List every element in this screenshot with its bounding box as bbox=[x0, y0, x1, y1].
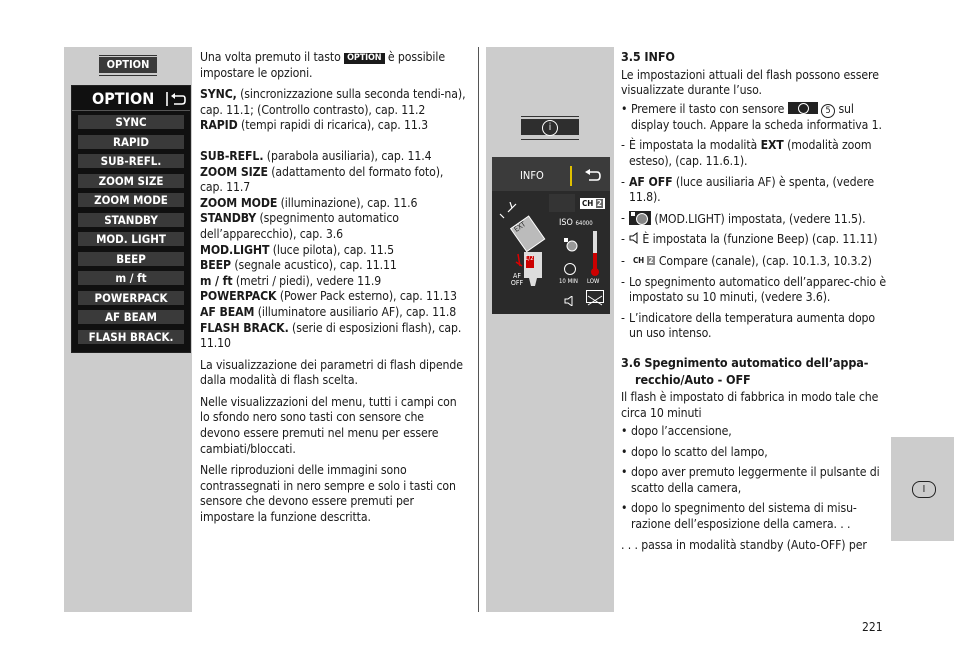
menu-item[interactable]: SYNC bbox=[78, 115, 184, 129]
info-screen-title: INFO bbox=[520, 169, 544, 182]
menu-item[interactable]: ZOOM SIZE bbox=[78, 174, 184, 188]
channel-icon: CH 2 bbox=[633, 255, 654, 265]
section-heading-3-5: 3.5 INFO bbox=[621, 49, 675, 64]
option-entry: SYNC, (sincronizzazione sulla seconda tendi-na), cap. 11.1; (Controllo contrasto), cap. 11.2 bbox=[200, 87, 466, 117]
column-1 bbox=[200, 50, 466, 532]
menu-item[interactable]: BEEP bbox=[78, 252, 184, 266]
menu-item[interactable]: ZOOM MODE bbox=[78, 193, 184, 207]
intro-paragraph: Una volta premuto il tasto OPTION è possibile impostare le opzioni. bbox=[200, 50, 445, 80]
mod-light-icon bbox=[564, 237, 578, 251]
option-menu-title: OPTION bbox=[92, 89, 155, 108]
menu-item[interactable]: m / ft bbox=[78, 271, 184, 285]
low-label: LOW bbox=[587, 278, 600, 285]
bullet-after-metering: • dopo lo spegnimento del sistema di misu-razione dell’esposizione della camera. . . bbox=[621, 501, 857, 532]
back-icon[interactable] bbox=[165, 90, 187, 108]
standby-continuation: . . . passa in modalità standby (Auto-OFF) per bbox=[621, 537, 867, 552]
info-sensor-key-icon bbox=[788, 102, 818, 114]
option-entry: SUB-REFL. (parabola ausiliaria), cap. 11.4 bbox=[200, 148, 432, 163]
column-2 bbox=[621, 49, 887, 559]
bullet-press-info: • Premere il tasto con sensore 5 sul display touch. Appare la scheda informativa 1. bbox=[621, 101, 882, 132]
option-entry: RAPID (tempi rapidi di ricarica), cap. 11.3 bbox=[200, 118, 428, 133]
af-off-label: AF OFF bbox=[510, 272, 524, 287]
dash-standby: - Lo spegnimento automatico dell’apparec-chio è impostato su 10 minuti, (vedere 3.6). bbox=[621, 274, 887, 305]
speaker-icon bbox=[629, 232, 639, 249]
bullet-after-power-on: • dopo l’accensione, bbox=[621, 424, 732, 439]
dash-beep: - È impostata la (funzione Beep) (cap. 11.11) bbox=[621, 232, 887, 249]
menu-item[interactable]: RAPID bbox=[78, 135, 184, 149]
option-entry: m / ft (metri / piedi), vedere 11.9 bbox=[200, 273, 382, 288]
channel-badge: CH 2 bbox=[580, 198, 605, 209]
option-entries bbox=[200, 87, 466, 352]
option-entry: STANDBY (spegnimento automatico dell’apparecchio), cap. 3.6 bbox=[200, 211, 399, 241]
back-icon[interactable] bbox=[582, 168, 602, 187]
ext-label: EXT bbox=[512, 220, 528, 234]
speaker-icon bbox=[564, 291, 574, 310]
mod-light-icon bbox=[629, 211, 651, 225]
bullet-after-flash: • dopo lo scatto del lampo, bbox=[621, 444, 768, 459]
dash-channel: - CH 2 Compare (canale), (cap. 10.1.3, 10.3.2) bbox=[621, 253, 872, 268]
menu-item[interactable]: MOD. LIGHT bbox=[78, 232, 184, 246]
menu-item[interactable]: SUB-REFL. bbox=[78, 154, 184, 168]
option-entry: MOD.LIGHT (luce pilota), cap. 11.5 bbox=[200, 242, 394, 257]
column-divider bbox=[478, 47, 479, 612]
option-entry: ZOOM SIZE (adattamento del formato foto), cap. 11.7 bbox=[200, 164, 444, 195]
info-screen bbox=[492, 157, 610, 314]
option-entry: AF BEAM (illuminatore ausiliario AF), cap. 11.8 bbox=[200, 304, 457, 319]
option-key-label: OPTION bbox=[99, 57, 157, 73]
paragraph-2: Nelle visualizzazioni del menu, tutti i campi con lo sfondo nero sono tasti con sensore che devono essere premuti nel menu per essere cambiati/bloccati. bbox=[200, 394, 457, 456]
option-entry: ZOOM MODE (illuminazione), cap. 11.6 bbox=[200, 195, 418, 210]
dash-af-off: - AF OFF (luce ausiliaria AF) è spenta, (vedere 11.8). bbox=[621, 174, 874, 205]
paragraph-3: Nelle riproduzioni delle immagini sono contrassegnati in nero sempre e solo i tasti con sensore che devono essere premuti per impostare la funzione descritta. bbox=[200, 463, 456, 525]
zoom-size-icon bbox=[586, 290, 604, 303]
dash-ext: - È impostata la modalità EXT (modalità zoom esteso), (cap. 11.6.1). bbox=[621, 138, 872, 168]
ten-min-label: 10 MIN bbox=[559, 278, 578, 285]
option-entry: BEEP (segnale acustico), cap. 11.11 bbox=[200, 258, 397, 273]
dash-mod-light: - (MOD.LIGHT) impostata, (vedere 11.5). bbox=[621, 210, 866, 226]
menu-item[interactable]: FLASH BRACK. bbox=[78, 330, 184, 344]
option-menu-list bbox=[78, 115, 184, 351]
page-number: 221 bbox=[862, 620, 883, 634]
menu-item[interactable]: AF BEAM bbox=[78, 310, 184, 324]
temperature-icon bbox=[591, 231, 599, 277]
info-title-divider bbox=[570, 166, 572, 186]
clock-icon bbox=[564, 263, 576, 275]
info-key-graphic bbox=[521, 116, 579, 141]
side-tab-i-icon: I bbox=[912, 481, 936, 498]
info-i-icon: i bbox=[542, 120, 558, 136]
option-entry: FLASH BRACK. (serie di esposizioni flash), cap. 11.10 bbox=[200, 320, 462, 351]
standby-intro: Il flash è impostato di fabbrica in modo tale che circa 10 minuti bbox=[621, 389, 879, 420]
info-intro: Le impostazioni attuali del flash possono essere visualizzate durante l’uso. bbox=[621, 67, 879, 98]
option-menu-screen bbox=[71, 85, 191, 353]
section-heading-3-6: 3.6 Spegnimento automatico dell’appa-recchio/Auto - OFF bbox=[621, 354, 869, 387]
bullet-after-shutter: • dopo aver premuto leggermente il pulsante di scatto della camera, bbox=[621, 465, 880, 495]
iso-label: ISO 64000 bbox=[559, 218, 593, 228]
option-key-inline: OPTION bbox=[344, 53, 384, 64]
menu-item[interactable]: STANDBY bbox=[78, 213, 184, 227]
paragraph-1: La visualizzazione dei parametri di flash dipende dalla modalità di flash scelta. bbox=[200, 357, 463, 388]
half-label: 1/2 bbox=[525, 255, 534, 262]
option-key-graphic bbox=[99, 55, 157, 77]
option-entry: POWERPACK (Power Pack esterno), cap. 11.13 bbox=[200, 289, 457, 304]
number-5-icon: 5 bbox=[821, 104, 835, 118]
dash-temperature: - L’indicatore della temperatura aumenta dopo un uso intenso. bbox=[621, 310, 876, 341]
menu-item[interactable]: POWERPACK bbox=[78, 291, 184, 305]
